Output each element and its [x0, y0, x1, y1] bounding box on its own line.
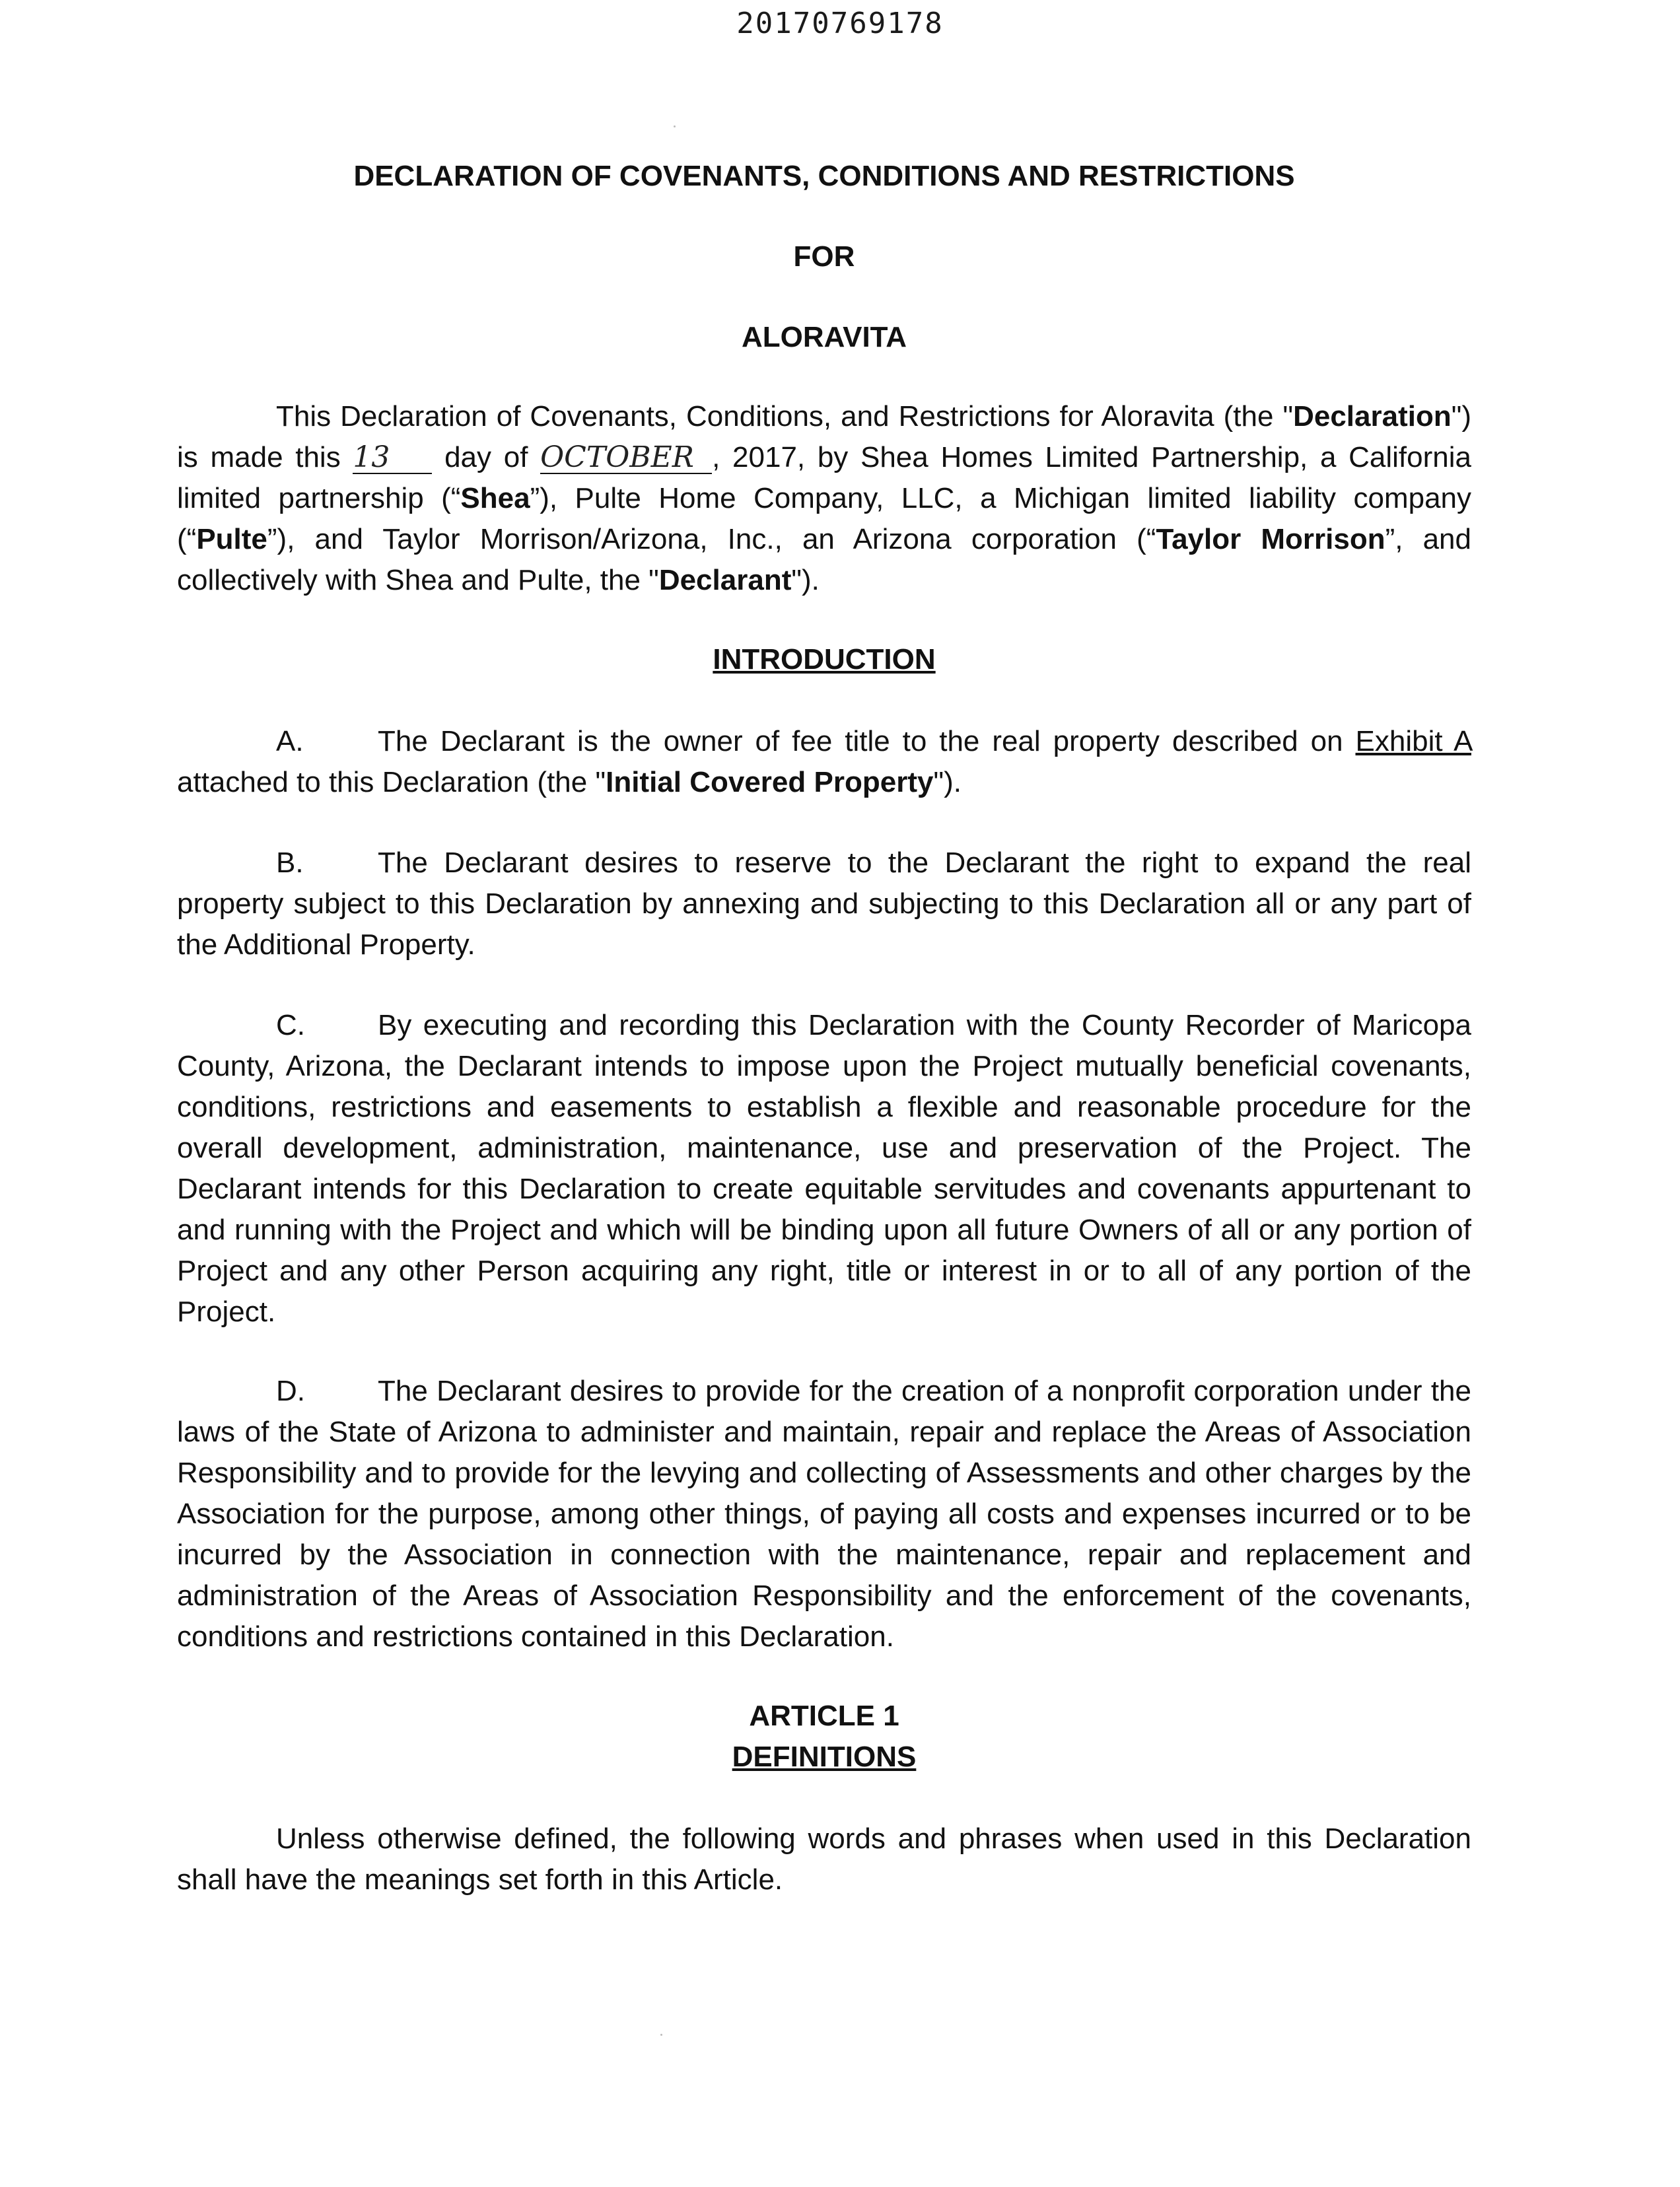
defined-term: Shea [460, 482, 530, 514]
definitions-intro: Unless otherwise defined, the following words and phrases when used in this Declaration shall have the meanings set forth in this Article. [177, 1822, 1471, 1896]
recording-number: 20170769178 [736, 7, 944, 40]
defined-term: Pulte [196, 523, 267, 555]
recital-c: C. By executing and recording this Declaration with the County Recorder of Maricopa County, Arizona, the Declarant intends to impose upon the Project mutually beneficial covenants, conditions, restrictions and easements to establish a flexible and reasonable procedure for the overall development, administration, maintenance, use and preservation of the Project. The Declarant intends for this Declaration to create equitable servitudes and covenants appurtenant to and running with the Project and which will be binding upon all future Owners of all or any portion of Project and any other Person acquiring any right, title or interest in or to all of any portion of the Project. [177, 1005, 1471, 1333]
defined-term: Taylor Morrison [1156, 523, 1385, 555]
scan-speck [660, 2034, 662, 2036]
recital-a: A. The Declarant is the owner of fee title to the real property described on Exhibit A attached to this Declaration (the "Initial Covered Property"). [177, 721, 1471, 803]
recital-d: D. The Declarant desires to provide for the creation of a nonprofit corporation under the laws of the State of Arizona to administer and maintain, repair and replace the Areas of Association Responsibility and to provide for the levying and collecting of Assessments and other charges by the Association for the purpose, among other things, of paying all costs and expenses incurred or to be incurred by the Association in connection with the maintenance, repair and replacement and administration of the Areas of Association Responsibility and the enforcement of the covenants, conditions and restrictions contained in this Declaration. [177, 1371, 1471, 1657]
article-number: ARTICLE 1 [749, 1700, 899, 1732]
defined-term: Initial Covered Property [606, 766, 934, 798]
scan-speck [674, 125, 676, 127]
handwritten-month: OCTOBER [540, 442, 712, 474]
recital-label: A. [276, 725, 304, 757]
preamble-paragraph: This Declaration of Covenants, Conditions, and Restrictions for Aloravita (the "Declaration") is made this 13 day of OCTOBER , 2017, by Shea Homes Limited Partnership, a California limited partnership (“Shea”), Pulte Home Company, LLC, a Michigan limited liability company (“Pulte”), and Taylor Morrison/Arizona, Inc., an Arizona corporation (“Taylor Morrison”, and collectively with Shea and Pulte, the "Declarant"). [177, 400, 1472, 596]
handwritten-day: 13 [353, 442, 432, 474]
title-for: FOR [793, 240, 855, 273]
introduction-heading: INTRODUCTION [713, 643, 936, 676]
recital-label: C. [276, 1009, 305, 1041]
document-title: DECLARATION OF COVENANTS, CONDITIONS AND RESTRICTIONS [353, 160, 1295, 192]
article-title: DEFINITIONS [732, 1741, 917, 1773]
recital-b: B. The Declarant desires to reserve to the Declarant the right to expand the real property subject to this Declaration by annexing and subjecting to this Declaration all or any part of the Additional Property. [177, 843, 1471, 965]
defined-term: Declarant [658, 564, 792, 596]
recital-label: D. [276, 1375, 305, 1407]
title-project: ALORAVITA [741, 321, 907, 353]
defined-term: Declaration [1293, 400, 1452, 433]
exhibit-a-reference: Exhibit A [1355, 725, 1471, 757]
recital-label: B. [276, 847, 304, 879]
